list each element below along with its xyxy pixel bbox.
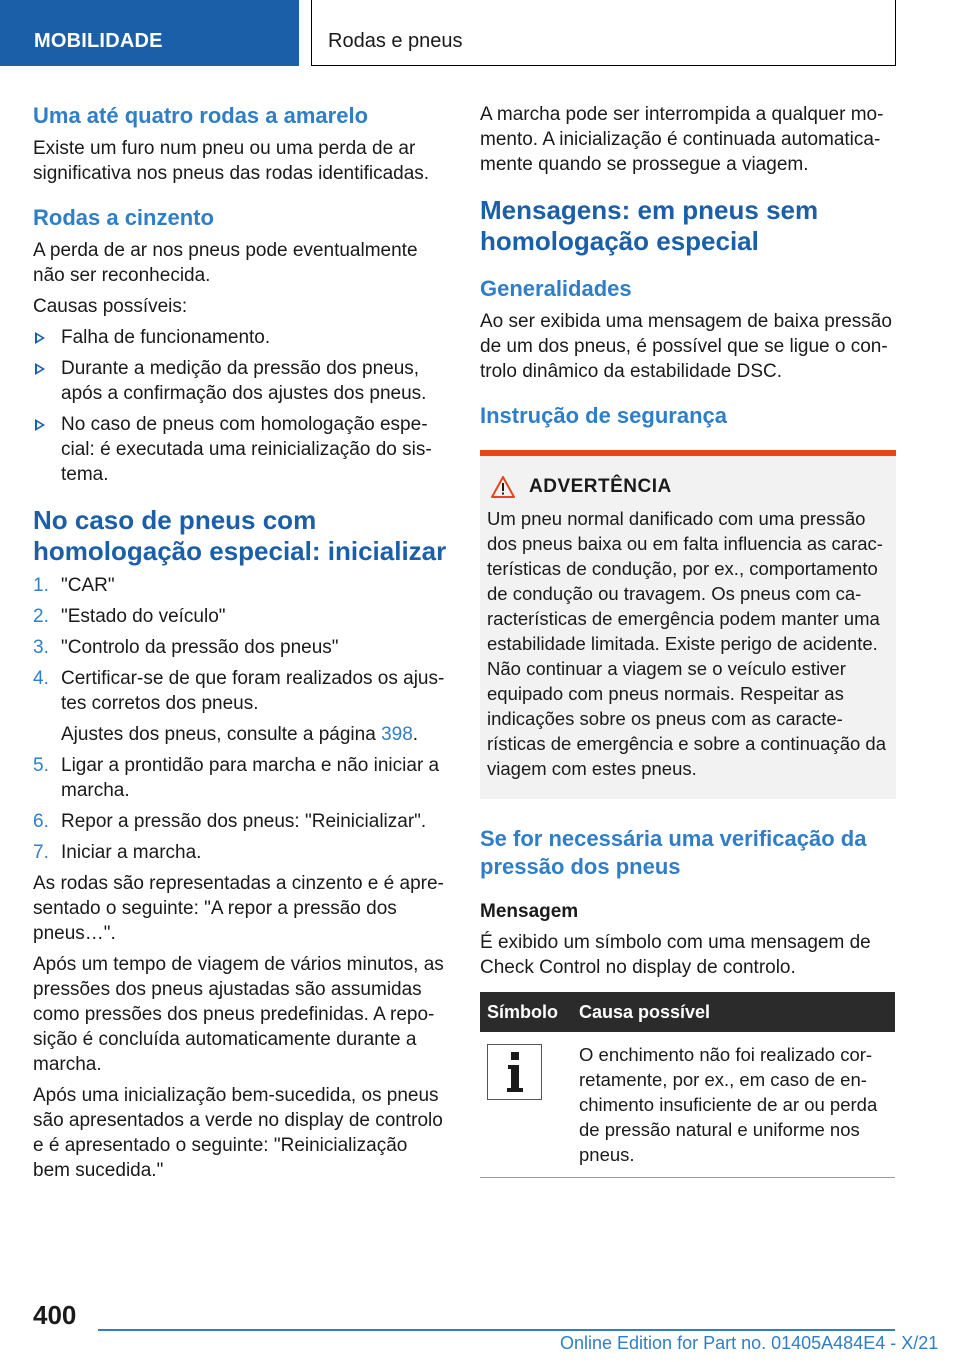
step-item: 3. "Controlo da pressão dos pneus"	[33, 637, 339, 658]
left-column	[33, 102, 449, 1183]
symbol-table	[480, 992, 895, 1178]
cause-text: O enchimento não foi realizado corretamente, por ex., em caso de enchimento insuficiente de ar ou perda de pressão natural e uniforme nos pneus.	[572, 1032, 895, 1178]
list-item: Falha de funcionamento.	[33, 325, 449, 350]
para-general: Ao ser exibida uma mensagem de baixa pressão de um dos pneus, é possível que se ligue o controlo dinâmico da estabilidade DSC.	[480, 311, 892, 382]
causes-label: Causas possíveis:	[33, 296, 188, 317]
para-continue: A marcha pode ser interrompida a qualquer momento. A inicialização é continuada automaticamente quando se prossegue a viagem.	[480, 104, 884, 175]
footer-edition: Online Edition for Part no. 01405A484E4 - X/21	[560, 1333, 939, 1353]
table-row	[480, 1032, 895, 1178]
para-message: É exibido um símbolo com uma mensagem de Check Control no display de controlo.	[480, 932, 871, 978]
warning-box	[480, 450, 896, 799]
warning-triangle-icon	[491, 476, 515, 498]
list-item: Durante a medição da pressão dos pneus, após a confirmação dos ajustes dos pneus.	[33, 356, 449, 406]
heading-messages: Mensagens: em pneus sem homologação especial	[480, 195, 819, 256]
list-item: No caso de pneus com homologação especial: é executada uma reinicialização do sistema.	[33, 412, 449, 487]
step-item: 2. "Estado do veículo"	[33, 606, 226, 627]
para-after-3: Após uma inicialização bem-sucedida, os pneus são apresentados a verde no display de controlo e é apresentado o seguinte: "Reinicialização bem sucedida."	[33, 1085, 443, 1181]
para-after-1: As rodas são representadas a cinzento e é apresentado o seguinte: "A repor a pressão dos pneus…".	[33, 873, 444, 944]
step-item: 7. Iniciar a marcha.	[33, 842, 202, 863]
para-grey-wheels: A perda de ar nos pneus pode eventualmente não ser reconhecida.	[33, 240, 418, 286]
heading-yellow-wheels: Uma até quatro rodas a amarelo	[33, 103, 369, 128]
para-after-2: Após um tempo de viagem de vários minutos, as pressões dos pneus ajustadas são assumidas como pressões dos pneus predefinidas. A reposição é concluída automaticamente durante a marcha.	[33, 954, 444, 1075]
triangle-bullet-icon	[35, 419, 45, 431]
para-yellow-wheels: Existe um furo num pneu ou uma perda de ar significativa nos pneus das rodas identificadas.	[33, 138, 430, 184]
message-label: Mensagem	[480, 901, 579, 922]
col-symbol: Símbolo	[480, 992, 572, 1032]
warning-text: Um pneu normal danificado com uma pressão dos pneus baixa ou em falta influencia as características de condução, por ex., comportamento de condução ou travagem. Os pneus com características de emergência podem manter uma estabilidade limitada. Existe perigo de acidente. Não continuar a viagem se o veículo estiver equipado com pneus normais. Respeitar as indicações sobre os pneus com as características de emergência e sobre a continuação da viagem com estes pneus.	[487, 508, 887, 779]
triangle-bullet-icon	[35, 363, 45, 375]
step-item: 6. Repor a pressão dos pneus: "Reinicializar".	[33, 811, 427, 832]
section-tab: MOBILIDADE	[0, 0, 299, 66]
col-cause: Causa possível	[572, 992, 895, 1032]
footer-divider	[98, 1329, 895, 1331]
page-link[interactable]: 398	[381, 724, 413, 745]
info-icon	[505, 1051, 525, 1093]
heading-safety: Instrução de segurança	[480, 403, 727, 428]
step-item: 4. Certificar-se de que foram realizados os ajustes corretos dos pneus.	[33, 668, 445, 714]
warning-title: ADVERTÊNCIA	[529, 476, 672, 497]
chapter-title: Rodas e pneus	[311, 0, 896, 66]
heading-general: Generalidades	[480, 276, 632, 301]
step-reference: Ajustes dos pneus, consulte a página 398.	[61, 724, 419, 745]
step-item: 5. Ligar a prontidão para marcha e não iniciar a marcha.	[33, 755, 440, 801]
step-item: 1. "CAR"	[33, 575, 115, 596]
heading-check-pressure: Se for necessária uma verificação da pressão dos pneus	[480, 826, 867, 879]
heading-grey-wheels: Rodas a cinzento	[33, 205, 214, 230]
triangle-bullet-icon	[35, 332, 45, 344]
page-number: 400	[33, 1300, 77, 1330]
heading-initialize: No caso de pneus com homologação especial: inicializar	[33, 505, 447, 566]
right-column	[480, 102, 896, 1178]
